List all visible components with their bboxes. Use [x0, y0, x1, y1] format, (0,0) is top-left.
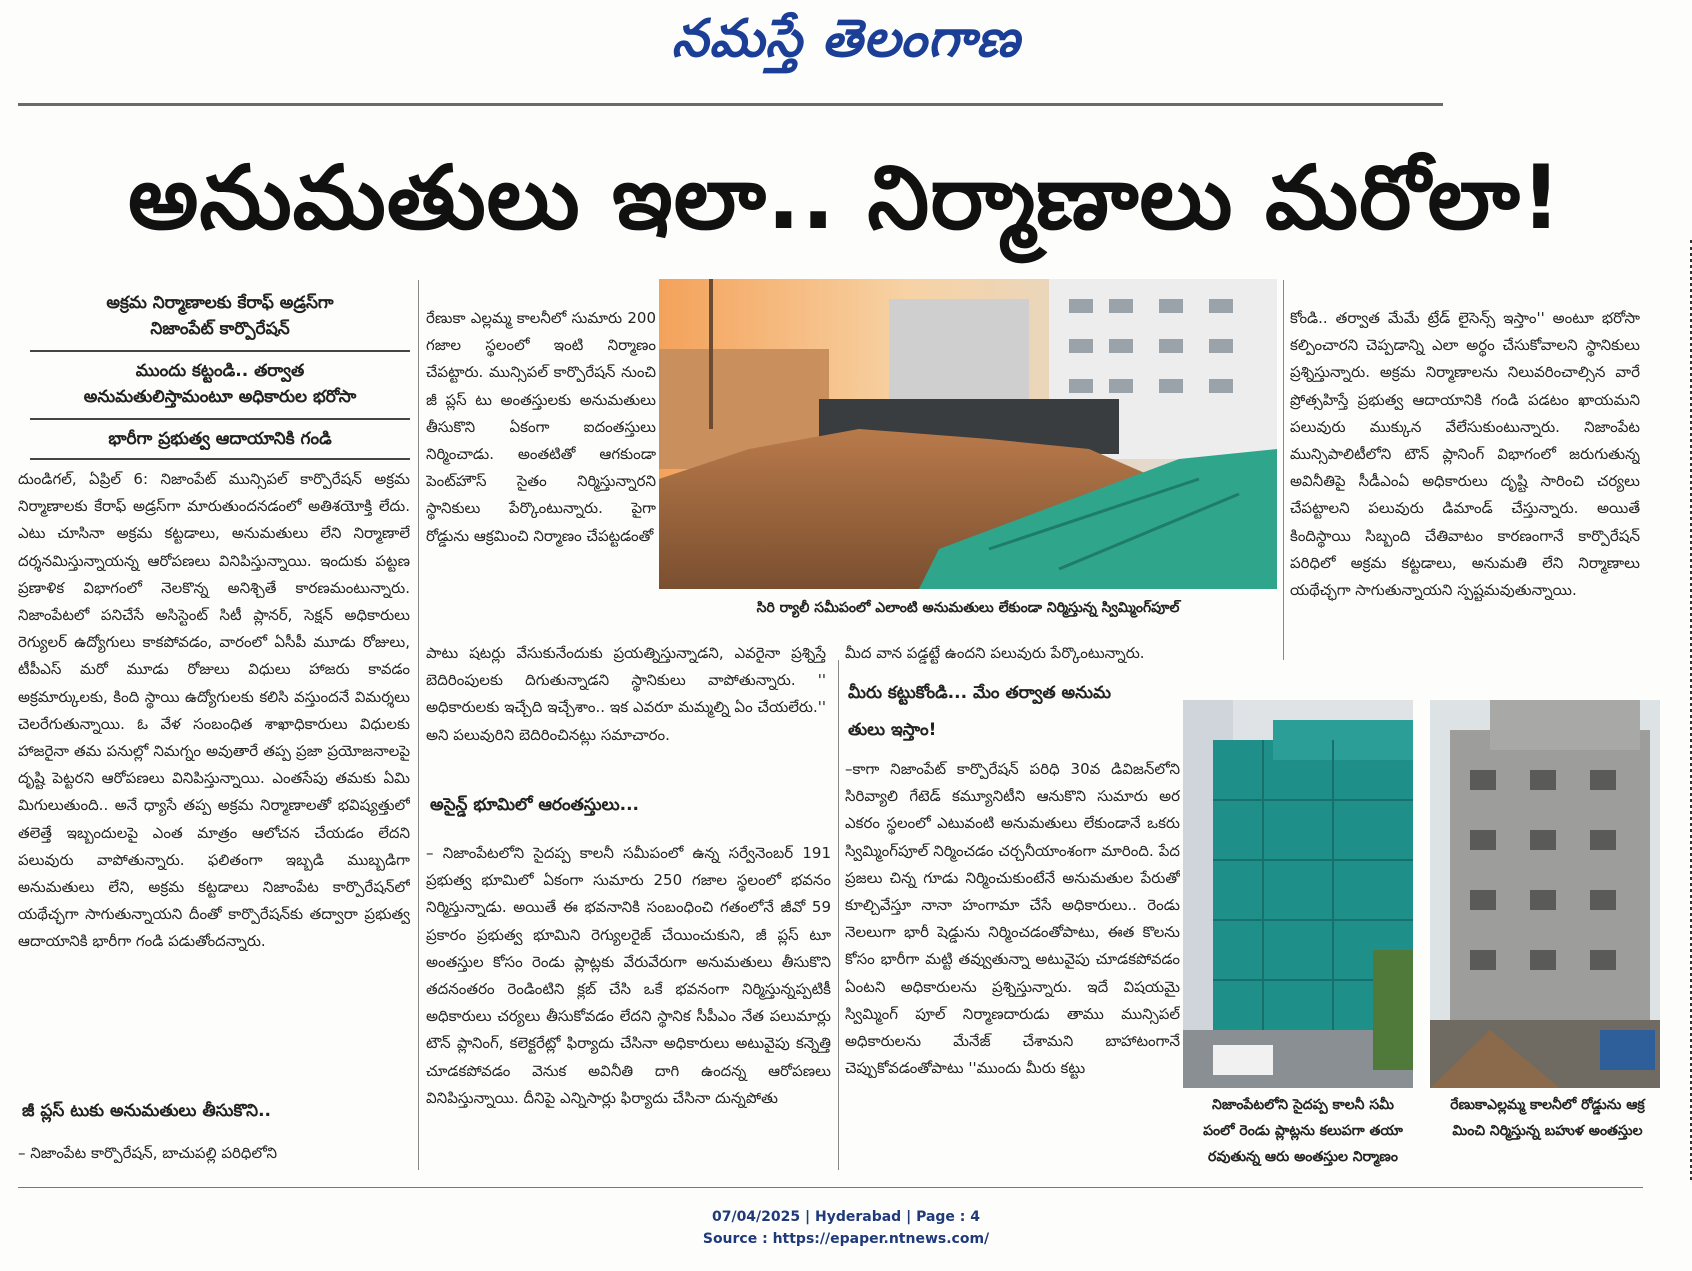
caption-line: రేణుకాఎల్లమ్మ కాలనీలో రోడ్డును ఆక్ర — [1450, 1097, 1645, 1113]
headline: అనుమతులు ఇలా.. నిర్మాణాలు మరోలా! — [128, 146, 1562, 249]
main-photo-swimming-pool-site — [659, 279, 1277, 589]
column-rule — [838, 660, 839, 1170]
caption-line: మించి నిర్మిస్తున్న బహుళ అంతస్తుల — [1452, 1123, 1643, 1139]
article-tail-col1: – నిజాంపేట కార్పొరేషన్, బాచుపల్లి పరిధిలోని — [18, 1144, 278, 1162]
bottom-rule — [18, 1187, 1643, 1188]
kicker-rule — [30, 350, 410, 352]
footer-date: 07/04/2025 — [711, 1209, 801, 1225]
masthead-logo: నమస్తే తెలంగాణ — [671, 8, 1021, 69]
photo-green-net-building — [1183, 700, 1413, 1088]
footer-separator: | — [901, 1209, 917, 1225]
subhead-assigned-land: అసైన్డ్ భూమిలో ఆరంతస్తులు... — [430, 795, 639, 815]
subhead-build-first-cont: తులు ఇస్తాం! — [848, 720, 937, 740]
masthead-rule — [18, 103, 1443, 106]
column-rule — [418, 280, 419, 1170]
kicker-line: నిజాంపేట్ కార్పొరేషన్ — [150, 319, 290, 339]
kicker-rule — [30, 418, 410, 420]
kicker-line: అక్రమ నిర్మాణాలకు కేరాఫ్ అడ్రస్‌గా — [106, 293, 334, 313]
article-body-col1: దుండిగల్, ఏప్రిల్ 6: నిజాంపేట్ మున్సిపల్ కార్పొరేషన్ అక్రమ నిర్మాణాలకు కేరాఫ్ అడ్రస్‌గా మారుతుందనడంలో అతిశయోక్తి లేదు. ఎటు చూసినా అక్రమ కట్టడాలు, అనుమతులు లేని నిర్మాణాలే దర్శనమిస్తున్నాయన్న ఆరోపణలు వినిపిస్తున్నాయి. ఇందుకు పట్టణ ప్రణాళిక విభాగంలో నెలకొన్న అనిశ్చితే కారణమంటున్నారు. నిజాంపేటలో పనిచేసే అసిస్టెంట్ సిటీ ప్లానర్, సెక్షన్ అధికారులు రెగ్యులర్ ఉద్యోగులు కాకపోవడం, వారంలో ఏసీపీ మూడు రోజులు, టీపీఎస్ మరో మూడు రోజులు విధులు హాజరు కావడం అక్రమార్కులకు, కింది స్థాయి ఉద్యోగులకు కలిసి వస్తుందనే విమర్శలు చెలరేగుతున్నాయి. ఓ వేళ సంబంధిత శాఖాధికారులు విధులకు హాజరైనా తమ పనుల్లో నిమగ్నం అవుతారే తప్ప ప్రజా ప్రయోజనాలపై దృష్టి పెట్టరని ఆరోపణలు వినిపిస్తున్నాయి. ఎంతసేపు తమకు ఏమి మిగులుతుంది.. అనే ధ్యాసే తప్ప అక్రమ నిర్మాణాలతో భవిష్యత్తులో తలెత్తే ఇబ్బందులపై ఎంత మాత్రం ఆలోచన చేయడం లేదని పలువురు వాపోతున్నారు. ఫలితంగా ఇబ్బడి ముబ్బడిగా అనుమతులు లేని, అక్రమ కట్టడాలు నిజాంపేట కార్పొరేషన్‌లో యథేచ్ఛగా సాగుతున్నాయని దీంతో కార్పొరేషన్‌కు తద్వారా ప్రభుత్వ ఆదాయానికి భారీగా గండి పడుతోందన్నారు. — [18, 470, 410, 951]
footer-page: Page : 4 — [916, 1209, 981, 1225]
footer-separator: | — [800, 1209, 815, 1225]
caption-line: రవుతున్న ఆరు అంతస్తుల నిర్మాణం — [1208, 1149, 1398, 1165]
article-body-col3: –కాగా నిజాంపేట్ కార్పొరేషన్ పరిధి 30వ డివిజన్‌లోని సిరివ్యాలి గేటెడ్ కమ్యూనిటీని ఆనుకొని సుమారు అర ఎకరం స్థలంలో ఎటువంటి అనుమతులు లేకుండానే ఒకరు స్విమ్మింగ్‌పూల్ నిర్మించడం చర్చనీయాంశంగా మారింది. పేద ప్రజలు చిన్న గూడు నిర్మించుకుంటేనే అనుమతుల పేరుతో కూల్చివేస్తూ నానా హంగామా చేసే అధికారులు.. రెండు నెలలుగా భారీ షెడ్డును నిర్మించడంతోపాటు, ఈత కొలను కోసం భారీగా మట్టి తవ్వుతున్నా అటువైపు చూడకపోవడం ఏంటని అధికారులను ప్రశ్నిస్తున్నారు. ఇదే విషయమై స్విమ్మింగ్ పూల్ నిర్మాణదారుడు తాము మున్సిపల్ అధికారులను మేనేజ్ చేశామని బాహాటంగానే చెప్పుకోవడంతోపాటు ''ముందు మీరు కట్టు — [845, 760, 1180, 1078]
column-rule — [1283, 280, 1284, 660]
article-body-col2: రేణుకా ఎల్లమ్మ కాలనీలో సుమారు 200 గజాల స్థలంలో ఇంటి నిర్మాణం చేపట్టారు. మున్సిపల్ కార్పొరేషన్ నుంచి జీ ప్లస్ టు అంతస్తులకు అనుమతులు తీసుకొని ఏకంగా ఐదంతస్తులు నిర్మించాడు. అంతటితో ఆగకుండా పెంట్‌హౌస్ సైతం నిర్మిస్తున్నారని స్థానికులు పేర్కొంటున్నారు. పైగా రోడ్డును ఆక్రమించి నిర్మాణం చేపట్టడంతో — [426, 309, 656, 545]
subhead-build-first: మీరు కట్టుకోండి... మేం తర్వాత అనుమ — [848, 683, 1111, 703]
photo-concrete-building — [1430, 700, 1660, 1088]
kicker-rule — [30, 458, 410, 460]
kicker-block — [30, 290, 410, 460]
footer-source-label: Source : — [702, 1231, 773, 1247]
subhead-g-plus-two: జీ ప్లస్ టుకు అనుమతులు తీసుకొని.. — [22, 1101, 271, 1121]
photo-green-caption — [1183, 1092, 1423, 1170]
caption-line: నిజాంపేటలోని సైదప్ప కాలనీ సమీ — [1212, 1097, 1394, 1113]
footer-edition-line — [0, 1206, 1692, 1228]
photo-grey-caption — [1425, 1092, 1670, 1144]
caption-line: పంలో రెండు ప్లాట్లను కలుపగా తయా — [1203, 1123, 1403, 1139]
concrete-building-photo — [1430, 700, 1660, 1088]
article-body-col3-top: మీద వాన పడ్డట్టే ఉందని పలువురు పేర్కొంటున్నారు. — [845, 644, 1145, 662]
footer-city: Hyderabad — [815, 1209, 902, 1225]
page-footer — [0, 1206, 1692, 1250]
kicker-line: ముందు కట్టండి.. తర్వాత — [135, 361, 305, 381]
article-body-col2-lower: – నిజాంపేటలోని సైదప్ప కాలనీ సమీపంలో ఉన్న సర్వేనెంబర్ 191 ప్రభుత్వ భూమిలో ఏకంగా సుమారు 250 గజాల స్థలంలో భవనం నిర్మిస్తున్నాడు. అయితే ఈ భవనానికి సంబంధించి గతంలోనే జీవో 59 ప్రకారం ప్రభుత్వ భూమిని రెగ్యులరైజ్ చేయించుకుని, జీ ప్లస్ టూ అంతస్తుల కోసం రెండు ప్లాట్లకు వేరువేరుగా అనుమతులు తీసుకొని తదనంతరం రెండింటిని క్లబ్ చేసి ఒకే భవనంగా నిర్మిస్తున్నప్పటికీ అధికారులు చర్యలు తీసుకోవడం లేదని స్థానిక సీపీఎం నేత పలుమార్లు టౌన్ ప్లానింగ్, కలెక్టరేట్లో ఫిర్యాదు చేసినా అధికారులు అటువైపు కన్నెత్తి చూడకపోవడం వెనుక అవినీతి దాగి ఉందన్న ఆరోపణలు వినిపిస్తున్నాయి. దీనిపై ఎన్నిసార్లు ఫిర్యాదు చేసినా దున్నపోతు — [426, 844, 831, 1107]
article-body-col4: కోండి.. తర్వాత మేమే ట్రేడ్ లైసెన్స్ ఇస్తాం'' అంటూ భరోసా కల్పించారని చెప్పడాన్ని ఎలా అర్థం చేసుకోవాలని స్థానికులు ప్రశ్నిస్తున్నారు. అక్రమ నిర్మాణాలను నిలువరించాల్సిన వారే ప్రోత్సహిస్తే ప్రభుత్వ ఆదాయానికి గండి పడటం ఖాయమని పలువురు ముక్కున వేలేసుకుంటున్నారు. నిజాంపేట మున్సిపాలిటీలోని టౌన్ ప్లానింగ్ విభాగంలో జరుగుతున్న అవినీతిపై సీడీఎంఏ అధికారులు దృష్టి సారించి చర్యలు చేపట్టాలని పలువురు డిమాండ్ చేస్తున్నారు. అయితే కిందిస్థాయి సిబ్బంది చేతివాటం కారణంగానే కార్పొరేషన్ పరిధిలో అక్రమ కట్టడాలు, అనుమతి లేని నిర్మాణాలు యథేచ్ఛగా సాగుతున్నాయని స్పష్టమవుతున్నాయి. — [1290, 309, 1640, 600]
article-body-col2-wide: పాటు షటర్లు వేసుకునేందుకు ప్రయత్నిస్తున్నాడని, ఎవరైనా ప్రశ్నిస్తే బెదిరింపులకు దిగుతున్నాడని స్థానికులు వాపోతున్నారు. '' అధికారులకు ఇచ్చేది ఇచ్చేశాం.. ఇక ఎవరూ మమ్మల్ని ఏం చేయలేరు.'' అని పలువురిని బెదిరించినట్లు సమాచారం. — [426, 644, 826, 744]
construction-site-photo — [659, 279, 1277, 589]
kicker-line: అనుమతులిస్తామంటూ అధికారుల భరోసా — [83, 387, 357, 407]
footer-source-link[interactable]: https://epaper.ntnews.com/ — [772, 1231, 990, 1247]
green-net-building-photo — [1183, 700, 1413, 1088]
page-edge-marks — [1680, 240, 1692, 1180]
kicker-line: భారీగా ప్రభుత్వ ఆదాయానికి గండి — [108, 429, 332, 449]
main-photo-caption: సిరి ర్యాలీ సమీపంలో ఎలాంటి అనుమతులు లేకుండా నిర్మిస్తున్న స్విమ్మింగ్‌పూల్ — [756, 600, 1180, 616]
footer-source-line — [0, 1228, 1692, 1250]
